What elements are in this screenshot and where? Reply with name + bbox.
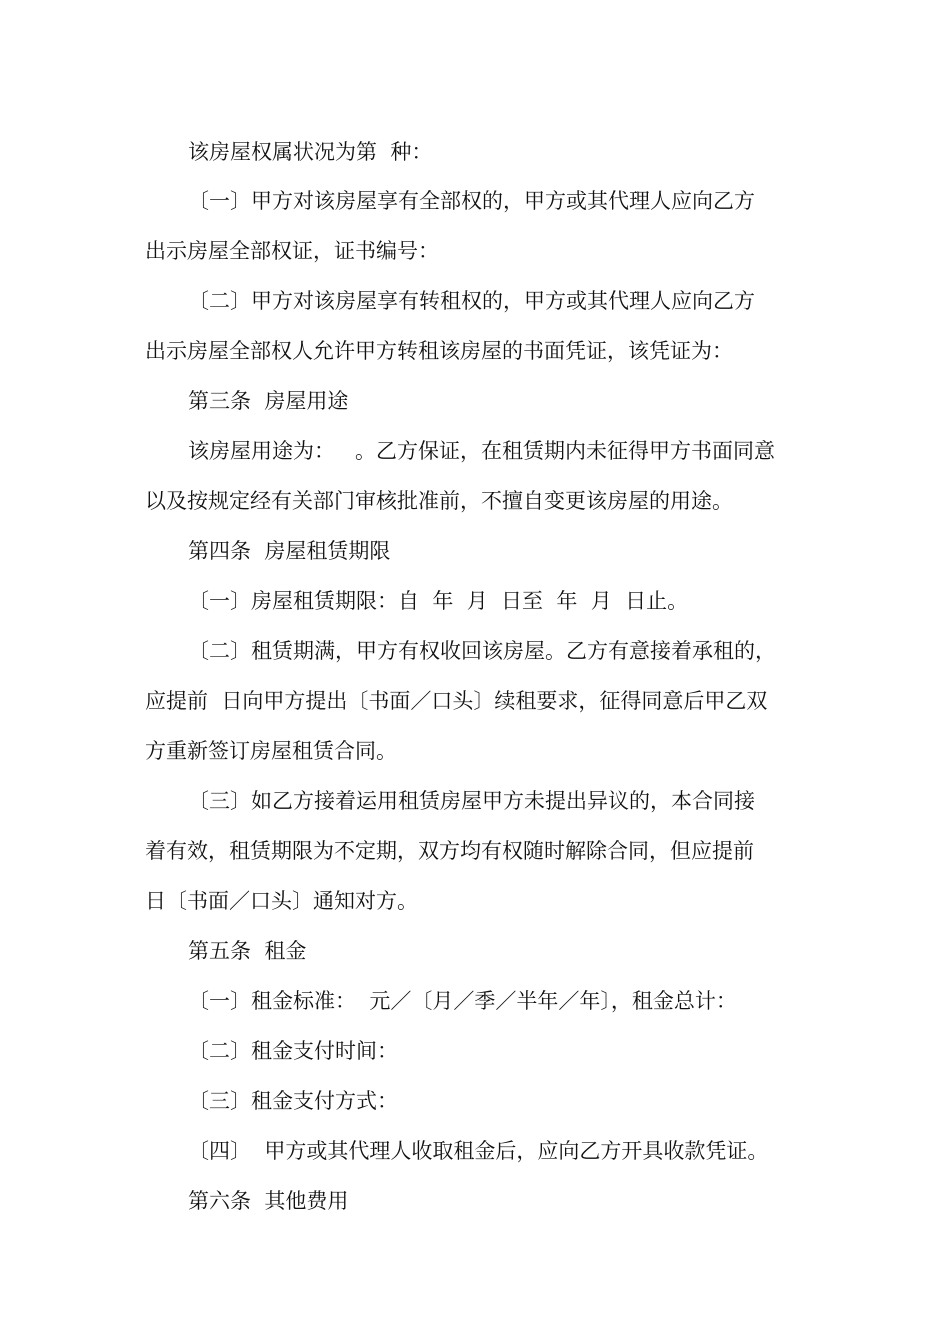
paragraph-rent-payment-method: 〔三〕租金支付方式： [188, 1089, 398, 1113]
paragraph-term-three-line1: 〔三〕如乙方接着运用租赁房屋甲方未提出异议的，本合同接 [188, 789, 755, 813]
paragraph-ownership-one-line2: 出示房屋全部权证，证书编号： [145, 239, 439, 263]
paragraph-rent-receipt: 〔四〕 甲方或其代理人收取租金后，应向乙方开具收款凭证。 [188, 1139, 769, 1163]
paragraph-term-two-line1: 〔二〕租赁期满，甲方有权收回该房屋。乙方有意接着承租的， [188, 639, 776, 663]
article-5-heading: 第五条 租金 [188, 939, 307, 963]
article-4-heading: 第四条 房屋租赁期限 [188, 539, 391, 563]
paragraph-ownership-status: 该房屋权属状况为第 种： [188, 140, 433, 164]
paragraph-rent-standard: 〔一〕租金标准： 元／〔月／季／半年／年〕，租金总计： [188, 989, 737, 1013]
paragraph-ownership-one-line1: 〔一〕甲方对该房屋享有全部权的，甲方或其代理人应向乙方 [188, 189, 755, 213]
paragraph-usage-line2: 以及按规定经有关部门审核批准前，不擅自变更该房屋的用途。 [145, 489, 733, 513]
article-3-heading: 第三条 房屋用途 [188, 389, 349, 413]
paragraph-term-one: 〔一〕房屋租赁期限：自 年 月 日至 年 月 日止。 [188, 589, 689, 613]
article-6-heading: 第六条 其他费用 [188, 1189, 349, 1213]
paragraph-term-three-line3: 日〔书面／口头〕通知对方。 [145, 889, 418, 913]
paragraph-usage-line1: 该房屋用途为： 。乙方保证，在租赁期内未征得甲方书面同意 [188, 439, 776, 463]
paragraph-term-three-line2: 着有效，租赁期限为不定期，双方均有权随时解除合同，但应提前 [145, 839, 754, 863]
paragraph-term-two-line2: 应提前 日向甲方提出〔书面／口头〕续租要求，征得同意后甲乙双 [145, 689, 768, 713]
paragraph-rent-payment-time: 〔二〕租金支付时间： [188, 1039, 398, 1063]
paragraph-ownership-two-line1: 〔二〕甲方对该房屋享有转租权的，甲方或其代理人应向乙方 [188, 289, 755, 313]
paragraph-ownership-two-line2: 出示房屋全部权人允许甲方转租该房屋的书面凭证，该凭证为： [145, 339, 733, 363]
paragraph-term-two-line3: 方重新签订房屋租赁合同。 [145, 739, 397, 763]
